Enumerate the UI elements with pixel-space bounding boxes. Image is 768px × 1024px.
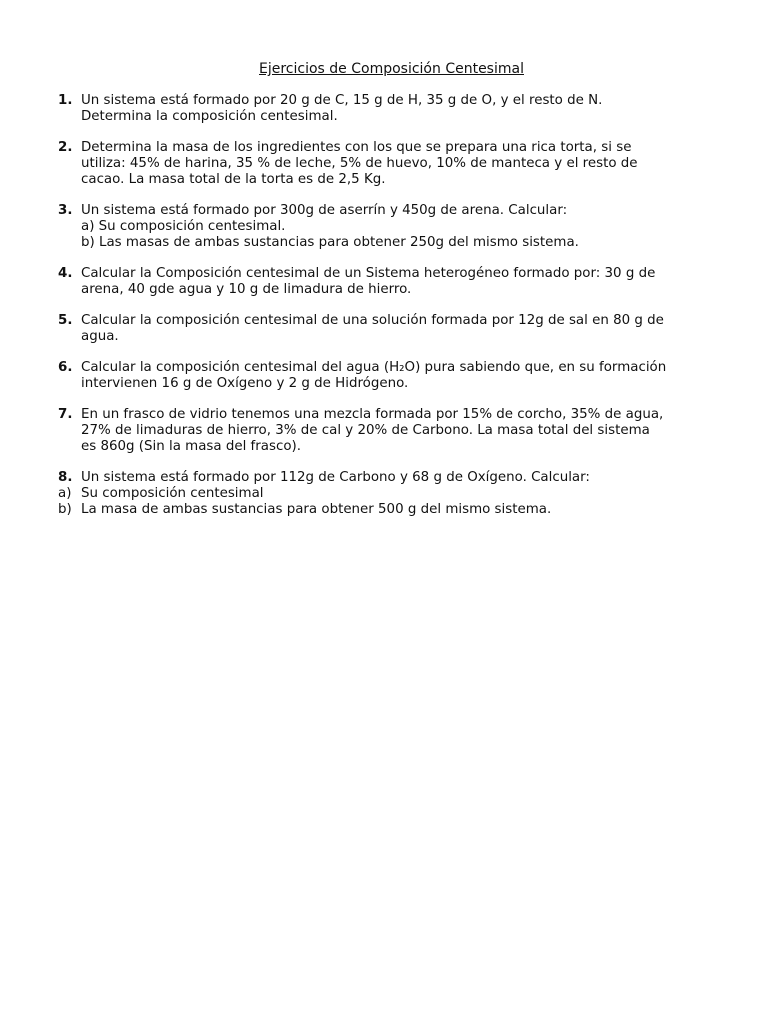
exercise-number: 4.: [58, 266, 73, 281]
exercise-text: [81, 203, 708, 251]
subitem-label: b): [58, 502, 72, 517]
exercise-number: 1.: [58, 93, 73, 108]
exercise-3: [58, 203, 708, 251]
exercise-7: [58, 407, 708, 455]
text-line: 27% de limaduras de hierro, 3% de cal y 20% de Carbono. La masa total del sistema: [81, 423, 650, 438]
exercise-1: [58, 93, 708, 125]
exercise-number: 8.: [58, 470, 73, 485]
text-line: a) Su composición centesimal.: [81, 219, 286, 234]
text-line: arena, 40 gde agua y 10 g de limadura de hierro.: [81, 282, 412, 297]
exercise-8-subitems: [58, 486, 708, 518]
text-line: Calcular la Composición centesimal de un Sistema heterogéneo formado por: 30 g de: [81, 266, 656, 281]
text-line: Un sistema está formado por 300g de aserrín y 450g de arena. Calcular:: [81, 203, 568, 218]
page-title: Ejercicios de Composición Centesimal: [259, 61, 524, 77]
exercise-number: 2.: [58, 140, 73, 155]
exercise-text: [81, 266, 708, 298]
subitem-b: [58, 502, 708, 518]
text-line: cacao. La masa total de la torta es de 2,5 Kg.: [81, 172, 386, 187]
exercise-text: [81, 140, 708, 188]
exercise-number: 6.: [58, 360, 73, 375]
text-line: agua.: [81, 329, 119, 344]
text-line: Un sistema está formado por 20 g de C, 15 g de H, 35 g de O, y el resto de N.: [81, 93, 603, 108]
exercise-8: [58, 470, 708, 486]
text-line: b) Las masas de ambas sustancias para obtener 250g del mismo sistema.: [81, 235, 579, 250]
subitem-label: a): [58, 486, 72, 501]
exercise-text: [81, 93, 708, 125]
exercise-number: 3.: [58, 203, 73, 218]
text-line: Calcular la composición centesimal de una solución formada por 12g de sal en 80 g de: [81, 313, 664, 328]
exercise-text: [81, 360, 708, 392]
exercise-6: [58, 360, 708, 392]
subitem-a: [58, 486, 708, 502]
exercise-text: [81, 470, 708, 486]
exercise-2: [58, 140, 708, 188]
text-line: es 860g (Sin la masa del frasco).: [81, 439, 301, 454]
text-line: utiliza: 45% de harina, 35 % de leche, 5% de huevo, 10% de manteca y el resto de: [81, 156, 638, 171]
exercise-5: [58, 313, 708, 345]
exercise-text: [81, 407, 708, 455]
exercise-list: [58, 93, 708, 518]
text-line: Calcular la composición centesimal del agua (H₂O) pura sabiendo que, en su formación: [81, 360, 667, 375]
exercise-text: [81, 313, 708, 345]
subitem-text: La masa de ambas sustancias para obtener 500 g del mismo sistema.: [81, 502, 552, 517]
exercise-number: 5.: [58, 313, 73, 328]
text-line: Determina la composición centesimal.: [81, 109, 338, 124]
text-line: En un frasco de vidrio tenemos una mezcla formada por 15% de corcho, 35% de agua,: [81, 407, 664, 422]
exercise-4: [58, 266, 708, 298]
exercise-number: 7.: [58, 407, 73, 422]
subitem-text: Su composición centesimal: [81, 486, 264, 501]
text-line: Determina la masa de los ingredientes con los que se prepara una rica torta, si se: [81, 140, 632, 155]
text-line: intervienen 16 g de Oxígeno y 2 g de Hidrógeno.: [81, 376, 409, 391]
text-line: Un sistema está formado por 112g de Carbono y 68 g de Oxígeno. Calcular:: [81, 470, 590, 485]
